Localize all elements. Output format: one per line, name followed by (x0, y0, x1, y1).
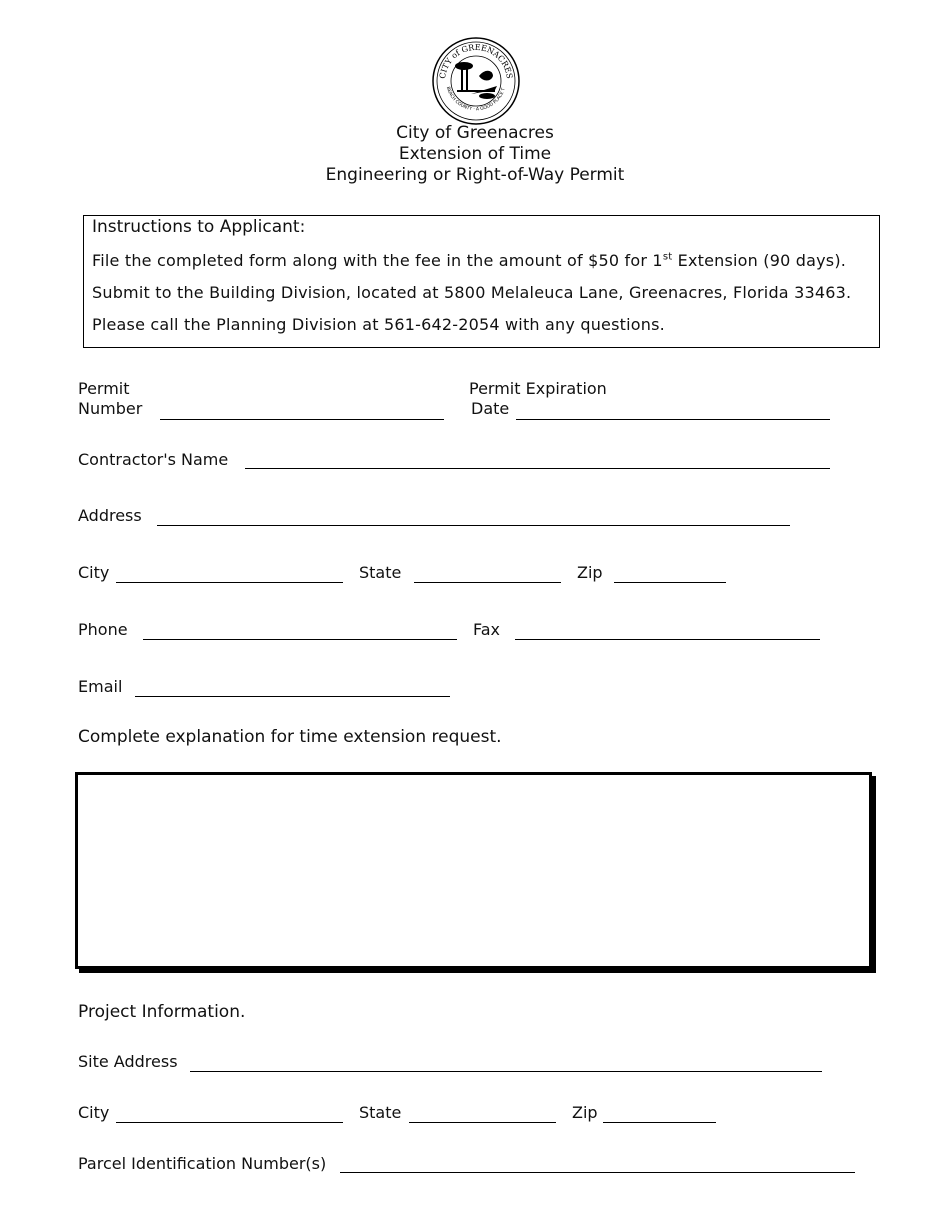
zip-field[interactable] (614, 562, 726, 583)
project-zip-label: Zip (572, 1103, 598, 1122)
permit-number-label: Permit Number (78, 379, 143, 418)
city-field[interactable] (116, 562, 343, 583)
site-address-field[interactable] (190, 1051, 822, 1072)
project-state-field[interactable] (409, 1102, 556, 1123)
email-field[interactable] (135, 676, 450, 697)
parcel-id-field[interactable] (340, 1152, 855, 1173)
permit-number-field[interactable] (160, 399, 444, 420)
phone-label: Phone (78, 620, 128, 639)
project-state-label: State (359, 1103, 402, 1122)
header-subtitle: Extension of Time (398, 144, 552, 164)
seal-emblem-icon (455, 62, 497, 99)
instructions-line-fee: File the completed form along with the fee in the amount of $50 for 1st Extension (90 days). (92, 251, 847, 270)
site-address-label: Site Address (78, 1052, 178, 1071)
contractor-field[interactable] (245, 448, 830, 469)
header-permit-type: Engineering or Right-of-Way Permit (325, 165, 625, 185)
project-zip-field[interactable] (603, 1102, 716, 1123)
seal-text-top: CITY of GREENACRES (438, 42, 514, 80)
fax-label: Fax (473, 620, 501, 639)
email-label: Email (78, 677, 123, 696)
project-city-field[interactable] (116, 1102, 343, 1123)
state-field[interactable] (414, 562, 561, 583)
phone-field[interactable] (143, 619, 457, 640)
instructions-title: Instructions to Applicant: (92, 217, 306, 237)
permit-expiration-field[interactable] (516, 399, 830, 420)
fax-field[interactable] (515, 619, 820, 640)
city-seal-logo (431, 36, 521, 126)
contractor-label: Contractor's Name (78, 450, 229, 469)
project-city-label: City (78, 1103, 110, 1122)
explanation-label: Complete explanation for time extension request. (78, 727, 502, 747)
city-label: City (78, 563, 110, 582)
permit-expiration-label: Permit Expiration Date (469, 379, 607, 418)
address-field[interactable] (157, 505, 790, 526)
instructions-line-contact: Please call the Planning Division at 561-642-2054 with any questions. (92, 315, 665, 334)
zip-label: Zip (577, 563, 603, 582)
seal-text-bottom: BEACH COUNTY · A GOOD PLACE T (444, 86, 507, 113)
address-label: Address (78, 506, 142, 525)
header-city: City of Greenacres (396, 123, 554, 143)
instructions-line-submit: Submit to the Building Division, located at 5800 Melaleuca Lane, Greenacres, Florida 33463. (92, 283, 852, 302)
parcel-id-label: Parcel Identification Number(s) (78, 1154, 327, 1173)
state-label: State (359, 563, 402, 582)
explanation-textbox[interactable] (75, 772, 872, 969)
project-info-title: Project Information. (78, 1002, 246, 1022)
